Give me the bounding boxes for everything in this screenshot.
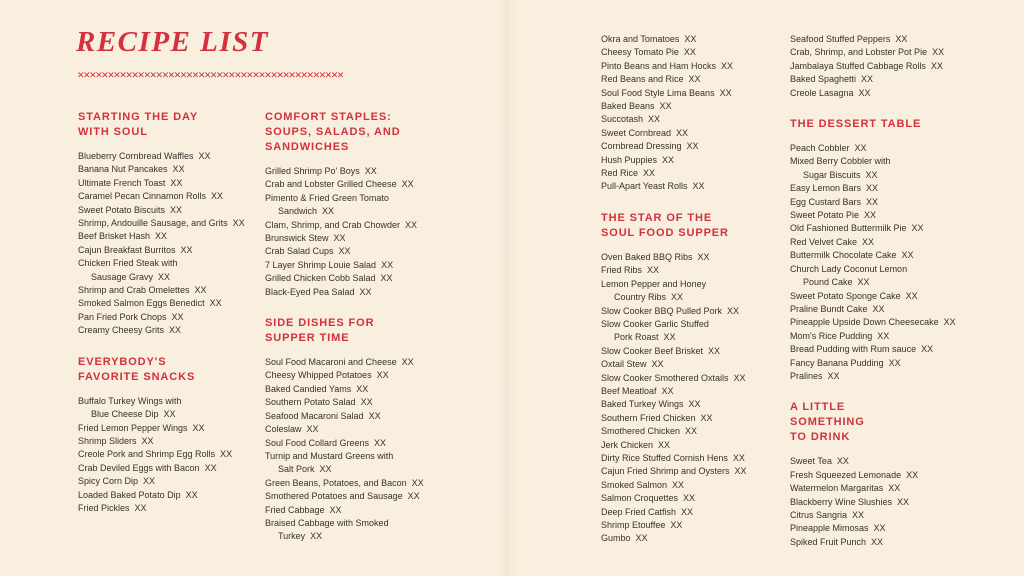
recipe-item [78, 204, 278, 217]
recipe-item [601, 465, 801, 478]
recipe-item-text: Fresh Squeezed Lemonade XX [790, 469, 919, 480]
recipe-item [265, 245, 465, 258]
recipe-item-text: Deep Fried Catfish XX [601, 506, 694, 517]
recipe-item [78, 448, 278, 461]
recipe-section [78, 110, 278, 338]
recipe-item [601, 398, 801, 411]
recipe-item [790, 182, 1000, 195]
recipe-item-text: Smothered Potatoes and Sausage XX [265, 491, 420, 502]
recipe-item-continuation: Blue Cheese Dip XX [91, 409, 176, 420]
recipe-item [265, 356, 465, 369]
recipe-item-text: Clam, Shrimp, and Crab Chowder XX [265, 219, 418, 230]
recipe-item [790, 496, 1000, 509]
recipe-item-text: Southern Potato Salad XX [265, 397, 373, 408]
section-heading-line: WITH SOUL [78, 126, 148, 138]
recipe-item-text: Salmon Croquettes XX [601, 493, 696, 504]
recipe-item-text: Crab, Shrimp, and Lobster Pot Pie XX [790, 47, 945, 58]
recipe-item-text: Ultimate French Toast XX [78, 177, 183, 188]
recipe-item-text: Fried Ribs XX [601, 265, 660, 276]
recipe-item [601, 100, 801, 113]
recipe-item [790, 509, 1000, 522]
recipe-item-text: Brunswick Stew XX [265, 233, 346, 244]
section-heading [78, 355, 278, 385]
recipe-item-text: Watermelon Margaritas XX [790, 483, 901, 494]
recipe-item [601, 345, 801, 358]
recipe-item [265, 517, 465, 544]
recipe-item-text: Pineapple Upside Down Cheesecake XX [790, 317, 956, 328]
recipe-item [790, 249, 1000, 262]
recipe-item [78, 311, 278, 324]
recipe-item [265, 477, 465, 490]
recipe-column-3 [601, 33, 801, 563]
recipe-item-text: Slow Cooker Smothered Oxtails XX [601, 372, 746, 383]
recipe-item-text: Red Beans and Rice XX [601, 74, 701, 85]
recipe-item [601, 412, 801, 425]
section-heading-line: SIDE DISHES FOR [265, 317, 375, 330]
recipe-item [78, 163, 278, 176]
recipe-item [601, 127, 801, 140]
recipe-item-text: Chicken Fried Steak with [78, 258, 178, 269]
book-gutter-shadow [498, 0, 516, 576]
recipe-item [78, 150, 278, 163]
recipe-item-text: Creole Pork and Shrimp Egg Rolls XX [78, 449, 233, 460]
recipe-item [790, 236, 1000, 249]
recipe-item-text: Okra and Tomatoes XX [601, 34, 697, 44]
recipe-item-text: Peach Cobbler XX [790, 143, 867, 154]
recipe-item-text: Fried Cabbage XX [265, 504, 342, 515]
recipe-item-continuation: Turkey XX [278, 531, 323, 542]
section-heading [790, 117, 1000, 132]
recipe-item [790, 370, 1000, 383]
recipe-item-text: Blackberry Wine Slushies XX [790, 496, 910, 507]
section-heading-line: SUPPER TIME [265, 332, 350, 345]
recipe-item-text: Shrimp and Crab Omelettes XX [78, 285, 207, 296]
recipe-item [78, 190, 278, 203]
recipe-item-text: Dirty Rice Stuffed Cornish Hens XX [601, 452, 745, 463]
diamond-divider-ornament: ✕✕✕✕✕✕✕✕✕✕✕✕✕✕✕✕✕✕✕✕✕✕✕✕✕✕✕✕✕✕✕✕✕✕✕✕✕✕✕✕✕✕✕✕ [77, 70, 343, 80]
section-heading-line: FAVORITE SNACKS [78, 370, 196, 383]
recipe-item [601, 113, 801, 126]
recipe-item-text: Soul Food Collard Greens XX [265, 437, 387, 448]
recipe-item-text: Praline Bundt Cake XX [790, 303, 885, 314]
recipe-item-text: Hush Puppies XX [601, 154, 675, 165]
recipe-item-text: Spiked Fruit Punch XX [790, 536, 884, 547]
recipe-item-text: Fancy Banana Pudding XX [790, 357, 901, 368]
recipe-item [265, 504, 465, 517]
recipe-item [790, 522, 1000, 535]
recipe-item [790, 357, 1000, 370]
recipe-item-text: Sweet Cornbread XX [601, 127, 689, 138]
recipe-item-text: Shrimp, Andouille Sausage, and Grits XX [78, 218, 245, 229]
recipe-item-text: Pineapple Mimosas XX [790, 523, 886, 534]
recipe-item-text: Buffalo Turkey Wings with [78, 395, 182, 406]
recipe-item [601, 492, 801, 505]
recipe-item-text: Coleslaw XX [265, 424, 319, 435]
recipe-item-continuation: Salt Pork XX [278, 464, 332, 475]
recipe-item [601, 318, 801, 345]
recipe-item-text: Sweet Potato Sponge Cake XX [790, 290, 918, 301]
recipe-item-text: Creamy Cheesy Grits XX [78, 325, 182, 336]
recipe-item [601, 60, 801, 73]
recipe-item [601, 305, 801, 318]
recipe-item [601, 358, 801, 371]
recipe-item [790, 209, 1000, 222]
recipe-item-text: Slow Cooker Garlic Stuffed [601, 318, 709, 329]
recipe-item [790, 142, 1000, 155]
recipe-item [78, 324, 278, 337]
section-heading-line: EVERYBODY'S [78, 355, 167, 368]
recipe-item-text: Succotash XX [601, 114, 661, 125]
recipe-item-text: Cheesy Tomato Pie XX [601, 47, 696, 58]
section-heading-line: SOMETHING [790, 416, 865, 429]
recipe-item-text: Oven Baked BBQ Ribs XX [601, 251, 710, 262]
recipe-item [601, 180, 801, 193]
recipe-item-text: Lemon Pepper and Honey [601, 278, 707, 289]
recipe-item-text: Grilled Chicken Cobb Salad XX [265, 273, 393, 284]
recipe-item [790, 222, 1000, 235]
recipe-item [78, 502, 278, 515]
recipe-item-text: Easy Lemon Bars XX [790, 183, 879, 194]
recipe-item-text: Spicy Corn Dip XX [78, 476, 156, 487]
recipe-item [601, 425, 801, 438]
recipe-column-1 [78, 110, 278, 532]
recipe-item-continuation: Sausage Gravy XX [91, 271, 171, 282]
recipe-item [601, 278, 801, 305]
recipe-item-text: Cornbread Dressing XX [601, 141, 699, 152]
recipe-item [78, 475, 278, 488]
recipe-item-text: Beef Brisket Hash XX [78, 231, 168, 242]
recipe-item-text: Egg Custard Bars XX [790, 196, 879, 207]
recipe-item [78, 395, 278, 422]
recipe-item [265, 272, 465, 285]
recipe-section [601, 211, 801, 546]
recipe-item [790, 303, 1000, 316]
recipe-item [601, 46, 801, 59]
recipe-item-text: Smoked Salmon Eggs Benedict XX [78, 298, 222, 309]
recipe-item-text: Seafood Stuffed Peppers XX [790, 34, 908, 44]
recipe-item [78, 257, 278, 284]
recipe-item [790, 482, 1000, 495]
recipe-item-text: Citrus Sangria XX [790, 509, 865, 520]
recipe-item [265, 192, 465, 219]
recipe-item [601, 452, 801, 465]
recipe-item-text: Soul Food Macaroni and Cheese XX [265, 357, 414, 368]
recipe-item [790, 455, 1000, 468]
recipe-item [601, 506, 801, 519]
recipe-item [265, 423, 465, 436]
recipe-item [78, 462, 278, 475]
recipe-item [790, 46, 1000, 59]
section-heading [790, 400, 1000, 445]
recipe-item [601, 154, 801, 167]
recipe-item [601, 87, 801, 100]
recipe-item-text: Crab Salad Cups XX [265, 246, 351, 257]
recipe-item-text: Church Lady Coconut Lemon [790, 263, 908, 274]
recipe-item [78, 284, 278, 297]
recipe-item-text: Cajun Fried Shrimp and Oysters XX [601, 466, 747, 477]
recipe-item-text: Crab Deviled Eggs with Bacon XX [78, 462, 217, 473]
recipe-item [601, 251, 801, 264]
recipe-item-continuation: Sugar Biscuits XX [803, 169, 878, 180]
recipe-section [790, 33, 1000, 100]
recipe-item [601, 439, 801, 452]
recipe-item [790, 343, 1000, 356]
section-heading-line: SANDWICHES [265, 141, 350, 153]
recipe-item-text: Turnip and Mustard Greens with [265, 450, 394, 461]
recipe-item-text: Beef Meatloaf XX [601, 385, 674, 396]
recipe-item [790, 73, 1000, 86]
recipe-section [78, 355, 278, 516]
section-heading-line: A LITTLE [790, 401, 846, 414]
recipe-item [601, 73, 801, 86]
recipe-item [78, 297, 278, 310]
recipe-item-text: Fried Lemon Pepper Wings XX [78, 422, 205, 433]
recipe-item [601, 33, 801, 46]
section-heading [78, 110, 278, 140]
recipe-item [265, 369, 465, 382]
section-heading [265, 316, 465, 346]
recipe-item [601, 372, 801, 385]
recipe-section [601, 33, 801, 194]
recipe-item-text: Jambalaya Stuffed Cabbage Rolls XX [790, 60, 943, 71]
recipe-item [790, 263, 1000, 290]
recipe-item [265, 259, 465, 272]
recipe-item-text: Sweet Potato Biscuits XX [78, 204, 183, 215]
recipe-item [790, 87, 1000, 100]
recipe-item-text: Mom's Rice Pudding XX [790, 330, 890, 341]
recipe-item [265, 219, 465, 232]
recipe-item-text: Pinto Beans and Ham Hocks XX [601, 60, 734, 71]
recipe-item-text: Soul Food Style Lima Beans XX [601, 87, 732, 98]
recipe-item [265, 450, 465, 477]
recipe-item-text: Pralines XX [790, 370, 840, 381]
recipe-item [601, 167, 801, 180]
recipe-item [601, 140, 801, 153]
recipe-item-text: Braised Cabbage with Smoked [265, 517, 389, 528]
recipe-item [790, 536, 1000, 549]
recipe-item [78, 177, 278, 190]
recipe-item-text: Pimento & Fried Green Tomato [265, 192, 389, 203]
recipe-item [78, 217, 278, 230]
section-heading-line: COMFORT STAPLES: [265, 111, 392, 123]
recipe-item [790, 155, 1000, 182]
recipe-item-text: Jerk Chicken XX [601, 439, 671, 450]
recipe-item-text: Baked Spaghetti XX [790, 74, 874, 85]
recipe-item-text: Cajun Breakfast Burritos XX [78, 244, 193, 255]
recipe-item-text: Caramel Pecan Cinnamon Rolls XX [78, 191, 224, 202]
recipe-item [790, 330, 1000, 343]
recipe-item [790, 33, 1000, 46]
recipe-column-4 [790, 33, 1000, 566]
recipe-section [790, 400, 1000, 549]
section-heading-line: STARTING THE DAY [78, 111, 199, 123]
recipe-item-text: Loaded Baked Potato Dip XX [78, 489, 198, 500]
recipe-item-text: Slow Cooker Beef Brisket XX [601, 345, 721, 356]
section-heading-line: THE DESSERT TABLE [790, 118, 922, 131]
recipe-item [265, 490, 465, 503]
recipe-item [601, 385, 801, 398]
recipe-item-text: Slow Cooker BBQ Pulled Pork XX [601, 305, 740, 316]
recipe-item-text: Green Beans, Potatoes, and Bacon XX [265, 477, 424, 488]
recipe-item [78, 489, 278, 502]
recipe-item-continuation: Pork Roast XX [614, 332, 676, 343]
recipe-item [601, 519, 801, 532]
recipe-item [265, 232, 465, 245]
section-heading-line: SOUL FOOD SUPPER [601, 226, 729, 239]
recipe-item-text: Creole Lasagna XX [790, 87, 871, 98]
recipe-item-text: Oxtail Stew XX [601, 359, 664, 370]
recipe-item-text: Cheesy Whipped Potatoes XX [265, 370, 389, 381]
recipe-item-text: Red Velvet Cake XX [790, 236, 875, 247]
recipe-item [265, 165, 465, 178]
recipe-item-text: Blueberry Cornbread Waffles XX [78, 151, 211, 161]
recipe-item [78, 230, 278, 243]
recipe-item-continuation: Country Ribs XX [614, 292, 684, 303]
recipe-item-text: Baked Turkey Wings XX [601, 399, 701, 410]
recipe-item [78, 435, 278, 448]
recipe-item-text: Crab and Lobster Grilled Cheese XX [265, 179, 414, 190]
recipe-item [601, 264, 801, 277]
recipe-item-text: Banana Nut Pancakes XX [78, 164, 185, 175]
recipe-item [265, 383, 465, 396]
recipe-item-text: Baked Candied Yams XX [265, 383, 369, 394]
recipe-item-text: Mixed Berry Cobbler with [790, 156, 891, 167]
recipe-item [265, 286, 465, 299]
recipe-item [265, 396, 465, 409]
section-heading [265, 110, 465, 155]
recipe-item-text: Bread Pudding with Rum sauce XX [790, 344, 934, 355]
recipe-item-continuation: Sandwich XX [278, 206, 335, 217]
section-heading-line: THE STAR OF THE [601, 211, 713, 224]
recipe-item [265, 437, 465, 450]
recipe-item-continuation: Pound Cake XX [803, 277, 870, 288]
recipe-item-text: Fried Pickles XX [78, 502, 147, 513]
recipe-item-text: Sweet Potato Pie XX [790, 210, 877, 221]
recipe-item-text: Sweet Tea XX [790, 456, 849, 467]
recipe-item-text: Southern Fried Chicken XX [601, 412, 713, 423]
recipe-item [265, 178, 465, 191]
recipe-item [790, 316, 1000, 329]
recipe-item-text: Buttermilk Chocolate Cake XX [790, 250, 914, 261]
recipe-item-text: Pan Fried Pork Chops XX [78, 311, 184, 322]
recipe-item [790, 290, 1000, 303]
recipe-item [790, 60, 1000, 73]
section-heading-line: TO DRINK [790, 431, 851, 444]
recipe-column-2 [265, 110, 465, 561]
recipe-item [790, 196, 1000, 209]
recipe-item [601, 532, 801, 545]
recipe-item-text: Shrimp Etouffee XX [601, 520, 683, 530]
recipe-item [790, 469, 1000, 482]
recipe-item-text: Pull-Apart Yeast Rolls XX [601, 181, 705, 192]
recipe-item [601, 479, 801, 492]
section-heading [601, 211, 801, 241]
recipe-section [265, 316, 465, 544]
recipe-section [265, 110, 465, 299]
recipe-item [265, 410, 465, 423]
recipe-item-text: Baked Beans XX [601, 101, 672, 112]
page-title: RECIPE LIST [76, 26, 269, 58]
recipe-item-text: 7 Layer Shrimp Louie Salad XX [265, 259, 394, 270]
section-heading-line: SOUPS, SALADS, AND [265, 126, 401, 138]
recipe-item-text: Smothered Chicken XX [601, 426, 698, 437]
recipe-item-text: Grilled Shrimp Po' Boys XX [265, 166, 377, 176]
recipe-item [78, 244, 278, 257]
recipe-item-text: Old Fashioned Buttermilk Pie XX [790, 223, 924, 234]
recipe-item-text: Smoked Salmon XX [601, 479, 685, 490]
recipe-item-text: Gumbo XX [601, 533, 648, 544]
recipe-section [790, 117, 1000, 383]
recipe-item-text: Black-Eyed Pea Salad XX [265, 286, 372, 297]
recipe-item-text: Red Rice XX [601, 168, 656, 179]
recipe-item [78, 422, 278, 435]
recipe-item-text: Seafood Macaroni Salad XX [265, 410, 381, 421]
recipe-item-text: Shrimp Sliders XX [78, 435, 154, 446]
